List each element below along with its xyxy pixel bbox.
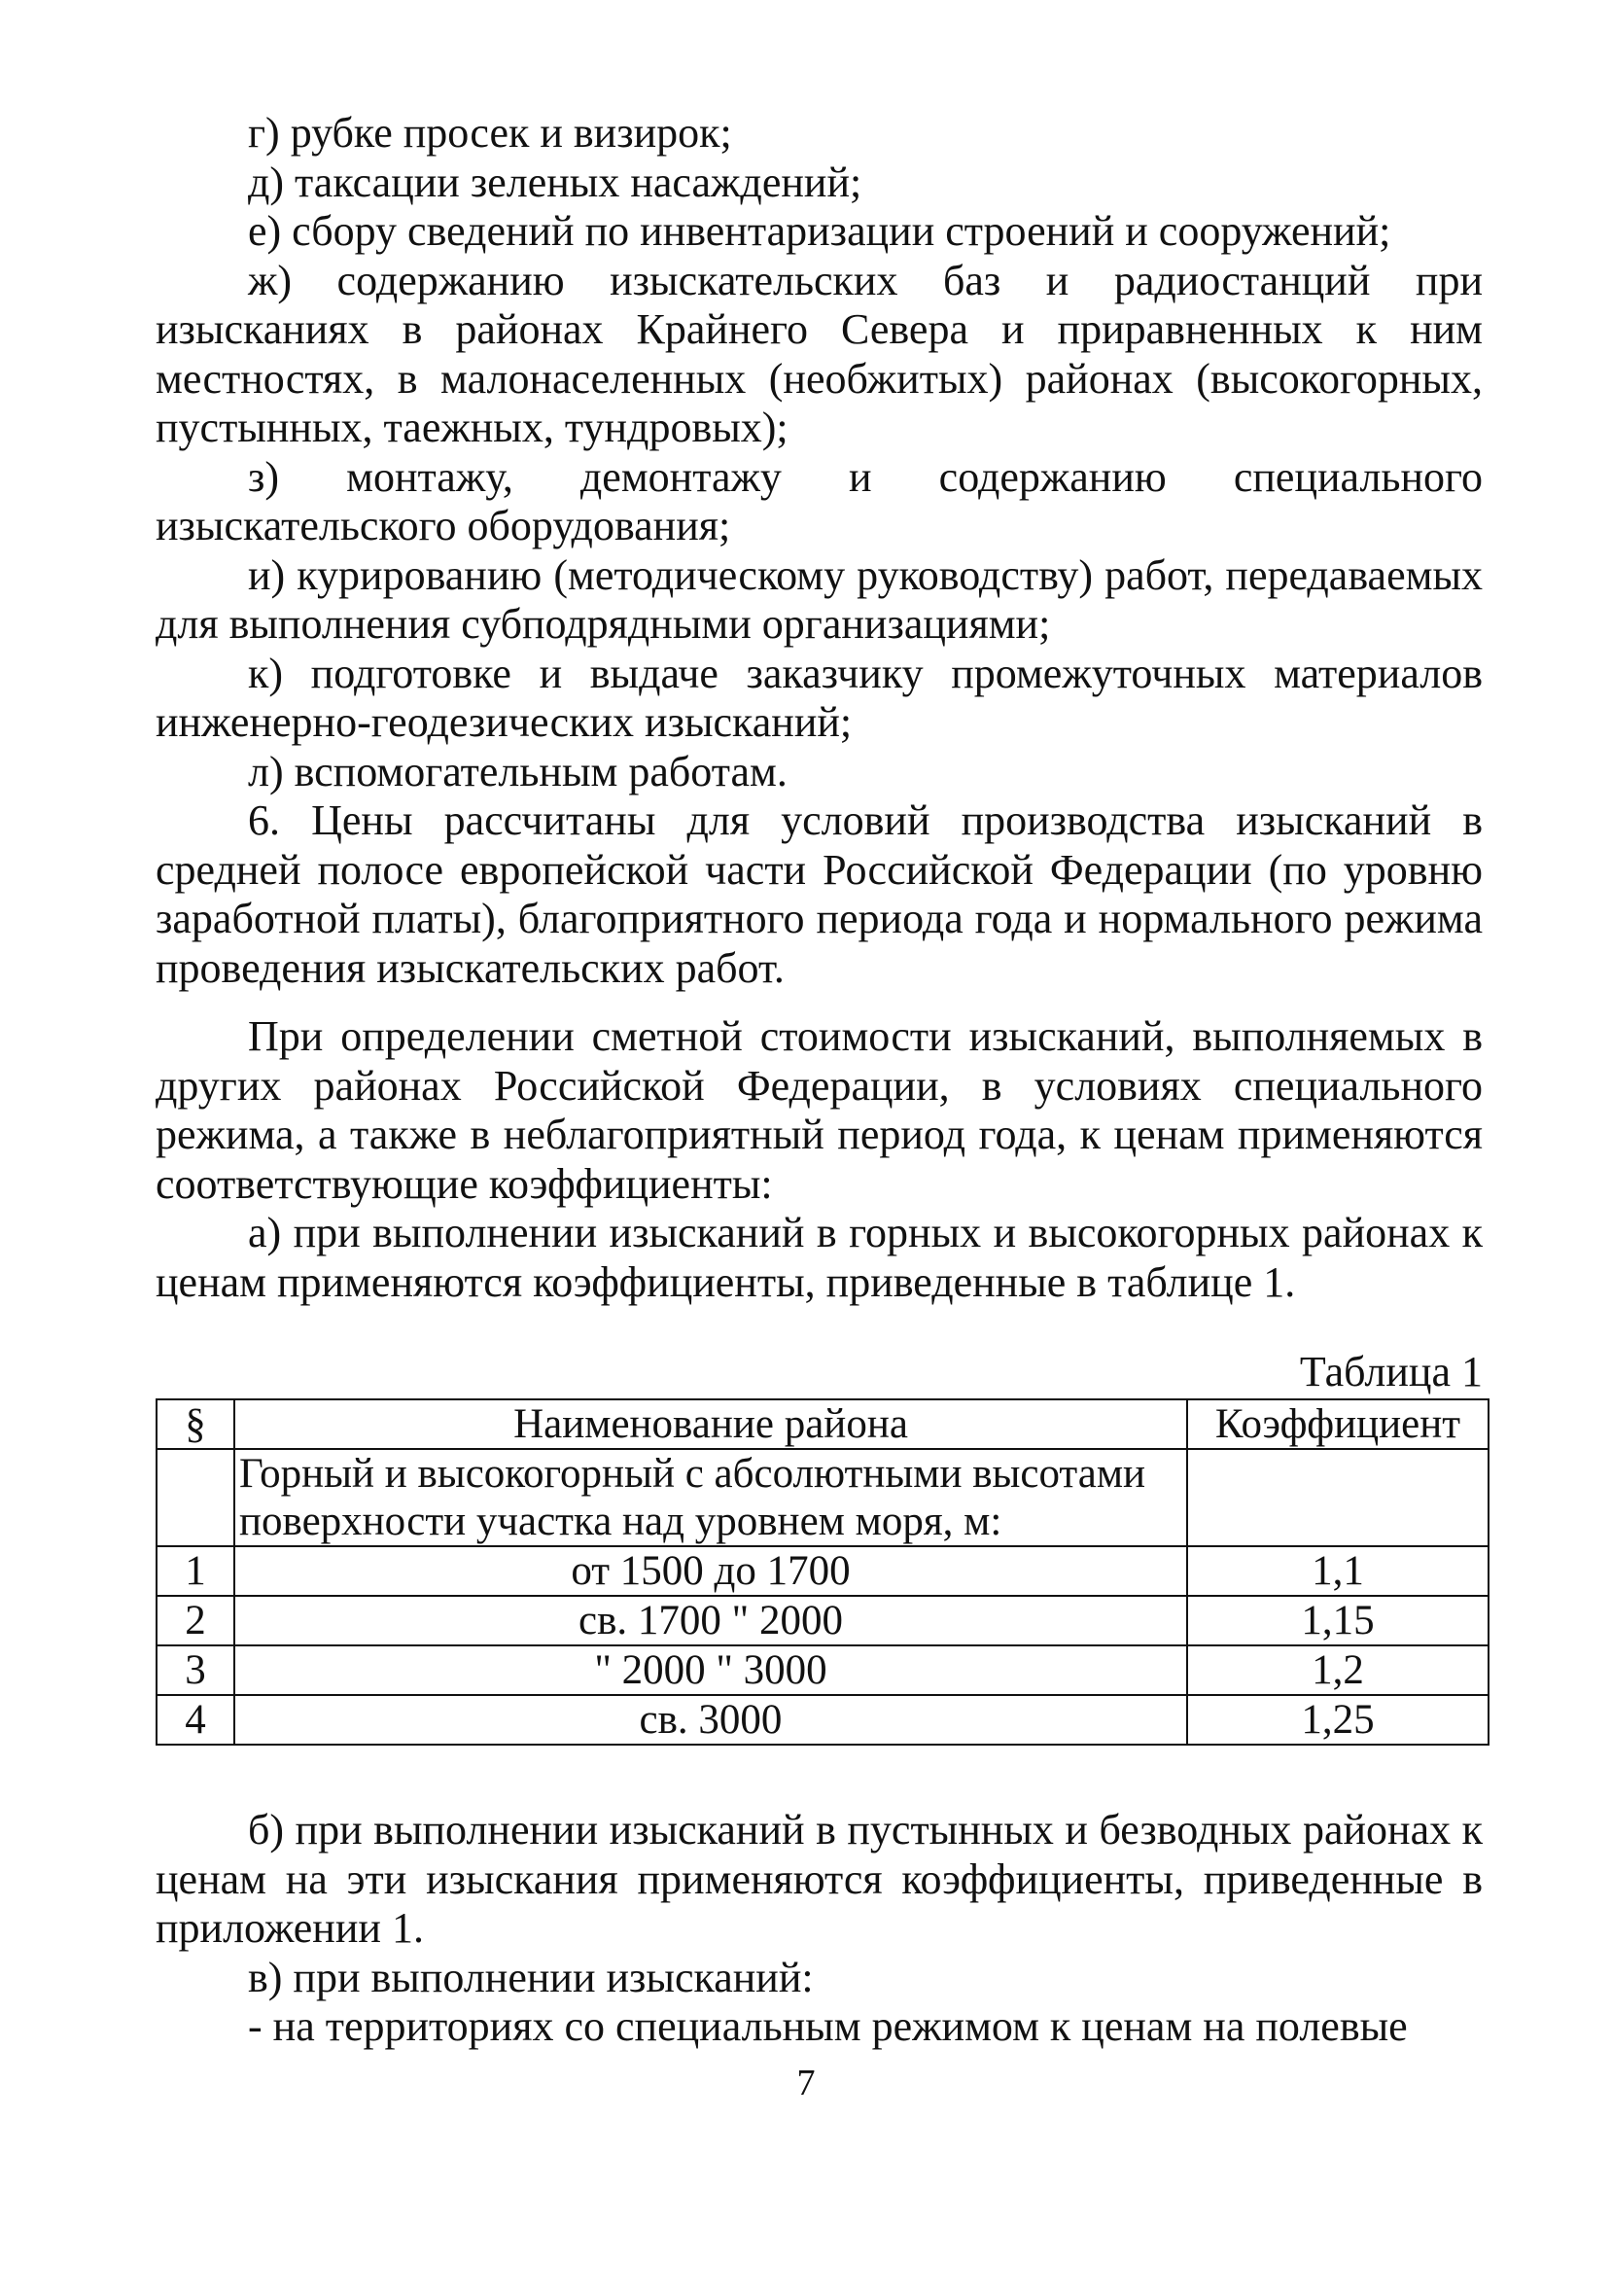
group-coef-cell bbox=[1187, 1449, 1489, 1546]
table-group-row bbox=[157, 1449, 1489, 1546]
list-item-g: г) рубке просек и визирок; bbox=[248, 109, 732, 157]
table-caption: Таблица 1 bbox=[1299, 1348, 1483, 1395]
coefficients-table bbox=[156, 1398, 1489, 1746]
list-item-d: д) таксации зеленых насаждений; bbox=[248, 158, 862, 206]
row-name-cell: св. 3000 bbox=[234, 1695, 1187, 1745]
item-b-paragraph: б) при выполнении изысканий в пустынных и безводных районах к ценам на эти изыскания применяются коэффициенты, приведенные в приложении 1. bbox=[156, 1806, 1483, 1952]
header-section-sign: § bbox=[157, 1399, 234, 1449]
item-v-paragraph: в) при выполнении изысканий: bbox=[248, 1953, 814, 2001]
row-name-cell: от 1500 до 1700 bbox=[234, 1546, 1187, 1596]
row-num-cell: 1 bbox=[157, 1546, 234, 1596]
coefficients-paragraph: При определении сметной стоимости изысканий, выполняемых в других районах Российской Федерации, в условиях специального режима, а также в неблагоприятный период года, к ценам применяются соответствующие коэффициенты: bbox=[156, 1012, 1483, 1208]
item-a-paragraph: а) при выполнении изысканий в горных и высокогорных районах к ценам применяются коэффициенты, приведенные в таблице 1. bbox=[156, 1209, 1483, 1306]
group-name-cell: Горный и высокогорный с абсолютными высотами поверхности участка над уровнем моря, м: bbox=[234, 1449, 1187, 1546]
row-coef-cell: 1,1 bbox=[1187, 1546, 1489, 1596]
document-page bbox=[156, 109, 1483, 2052]
row-num-cell: 2 bbox=[157, 1596, 234, 1645]
row-coef-cell: 1,25 bbox=[1187, 1695, 1489, 1745]
special-regime-paragraph: - на территориях со специальным режимом к ценам на полевые bbox=[248, 2002, 1408, 2050]
row-coef-cell: 1,15 bbox=[1187, 1596, 1489, 1645]
row-name-cell: " 2000 " 3000 bbox=[234, 1645, 1187, 1695]
table-row bbox=[157, 1546, 1489, 1596]
header-region-name: Наименование района bbox=[234, 1399, 1187, 1449]
page-number: 7 bbox=[796, 2063, 816, 2103]
header-coefficient: Коэффициент bbox=[1187, 1399, 1489, 1449]
list-item-l: л) вспомогательным работам. bbox=[248, 747, 788, 795]
list-item-z: з) монтажу, демонтажу и содержанию специального изыскательского оборудования; bbox=[156, 452, 1483, 549]
table-header-row bbox=[157, 1399, 1489, 1449]
bottom-text-block bbox=[156, 1806, 1483, 2052]
list-item-zh: ж) содержанию изыскательских баз и радиостанций при изысканиях в районах Крайнего Севера и приравненных к ним местностях, в малонаселенных (необжитых) районах (высокогорных, пустынных, таежных, тундровых); bbox=[156, 256, 1483, 451]
section-6-paragraph: 6. Цены рассчитаны для условий производства изысканий в средней полосе европейской части Российской Федерации (по уровню заработной платы), благоприятного периода года и нормального режима проведения изыскательских работ. bbox=[156, 796, 1483, 992]
row-name-cell: св. 1700 " 2000 bbox=[234, 1596, 1187, 1645]
table-row bbox=[157, 1695, 1489, 1745]
table-row bbox=[157, 1596, 1489, 1645]
table-row bbox=[157, 1645, 1489, 1695]
row-num-cell: 4 bbox=[157, 1695, 234, 1745]
row-coef-cell: 1,2 bbox=[1187, 1645, 1489, 1695]
list-item-k: к) подготовке и выдаче заказчику промежуточных материалов инженерно-геодезических изысканий; bbox=[156, 649, 1483, 746]
group-num-cell bbox=[157, 1449, 234, 1546]
row-num-cell: 3 bbox=[157, 1645, 234, 1695]
list-item-e: е) сбору сведений по инвентаризации строений и сооружений; bbox=[248, 207, 1391, 255]
top-text-block bbox=[156, 109, 1483, 1307]
list-item-i: и) курированию (методическому руководству) работ, передаваемых для выполнения субподрядными организациями; bbox=[156, 550, 1483, 648]
